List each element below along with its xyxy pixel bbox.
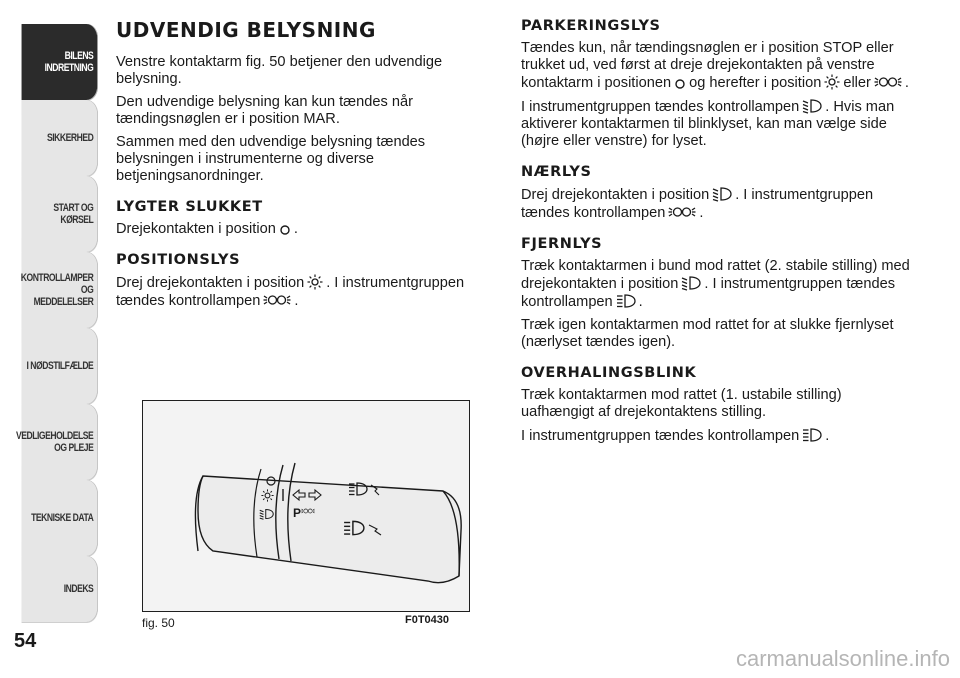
- page-number: 54: [14, 630, 37, 652]
- heading-naerlys: NÆRLYS: [521, 164, 592, 180]
- low-beam-icon: [712, 186, 732, 202]
- low-beam-icon: [681, 275, 701, 291]
- paragraph-fjernlys-1: Træk kontaktarmen i bund mod rattet (2. stabile stilling) med drejekontakten i position . I instrumentgruppen tændes kontrollampen .: [521, 258, 910, 310]
- page-title: UDVENDIG BELYSNING: [116, 18, 376, 42]
- paragraph-naerlys: Drej drejekontakten i position . I instrumentgruppen tændes kontrollampen .: [521, 187, 874, 221]
- stalk-figure: [142, 400, 470, 612]
- figure-code: F0T0430: [405, 614, 450, 626]
- heading-fjernlys: FJERNLYS: [521, 236, 603, 252]
- svg-text:P: P: [293, 506, 302, 520]
- watermark: carmanualsonline.info: [735, 646, 950, 671]
- heading-lygter-slukket: LYGTER SLUKKET: [116, 199, 263, 215]
- paragraph-parkeringslys-1: Tændes kun, når tændingsnøglen er i position STOP eller trukket ud, ved først at dreje drejekontakten på venstre kontaktarm i positionen og herefter i position eller .: [521, 40, 909, 91]
- right-column: [521, 14, 911, 451]
- position-light-icon: [824, 74, 840, 90]
- tab-start-og-korsel[interactable]: START OG KØRSEL: [22, 176, 98, 252]
- high-beam-lamp-icon: [802, 427, 822, 443]
- tab-indeks[interactable]: INDEKS: [22, 556, 98, 622]
- low-beam-lamp-icon: [802, 98, 822, 114]
- paragraph-positionslys: Drej drejekontakten i position . I instrumentgruppen tændes kontrollampen .: [116, 275, 465, 309]
- heading-parkeringslys: PARKERINGSLYS: [521, 18, 661, 34]
- light-off-icon: [674, 78, 686, 90]
- intro-paragraph-1: Venstre kontaktarm fig. 50 betjener den udvendige belysning.: [116, 54, 443, 87]
- tab-bilens-indretning[interactable]: BILENS INDRETNING: [22, 24, 98, 100]
- heading-positionslys: POSITIONSLYS: [116, 252, 241, 268]
- intro-paragraph-2: Den udvendige belysning kan kun tændes når tændingsnøglen er i position MAR.: [116, 94, 413, 127]
- tab-i-nodstilfaelde[interactable]: I NØDSTILFÆLDE: [22, 328, 98, 404]
- light-stalk-illustration: [143, 401, 469, 611]
- high-beam-lamp-icon: [616, 293, 636, 309]
- parking-light-lamp-icon: [263, 292, 291, 308]
- tab-kontrollamper[interactable]: KONTROLLAMPER OG MEDDELELSER: [22, 252, 98, 328]
- chapter-sidebar: [0, 0, 100, 678]
- paragraph-parkeringslys-2: I instrumentgruppen tændes kontrollampen . Hvis man aktiverer kontaktarmen til blinklyset, kan man vælge side (højre eller venstre) for lyset.: [521, 99, 895, 149]
- left-column: [116, 14, 486, 316]
- figure-caption: fig. 50: [142, 616, 175, 630]
- parking-light-icon: [874, 74, 902, 90]
- intro-paragraph-3: Sammen med den udvendige belysning tændes belysningen i instrumenterne og diverse betjeningsanordninger.: [116, 134, 426, 184]
- paragraph-fjernlys-2: Træk igen kontaktarmen mod rattet for at slukke fjernlyset (nærlyset tændes igen).: [521, 317, 894, 350]
- tab-vedligeholdelse[interactable]: VEDLIGEHOLDELSE OG PLEJE: [22, 404, 98, 480]
- light-off-icon: [279, 224, 291, 236]
- tab-tekniske-data[interactable]: TEKNISKE DATA: [22, 480, 98, 556]
- paragraph-lygter-slukket: Drejekontakten i position .: [116, 221, 298, 237]
- tab-sikkerhed[interactable]: SIKKERHED: [22, 100, 98, 176]
- position-light-icon: [307, 274, 323, 290]
- paragraph-overhalingsblink-1: Træk kontaktarmen mod rattet (1. ustabile stilling) uafhængigt af drejekontaktens stilling.: [521, 387, 842, 420]
- parking-light-lamp-icon: [668, 204, 696, 220]
- heading-overhalingsblink: OVERHALINGSBLINK: [521, 365, 697, 381]
- paragraph-overhalingsblink-2: I instrumentgruppen tændes kontrollampen .: [521, 428, 830, 444]
